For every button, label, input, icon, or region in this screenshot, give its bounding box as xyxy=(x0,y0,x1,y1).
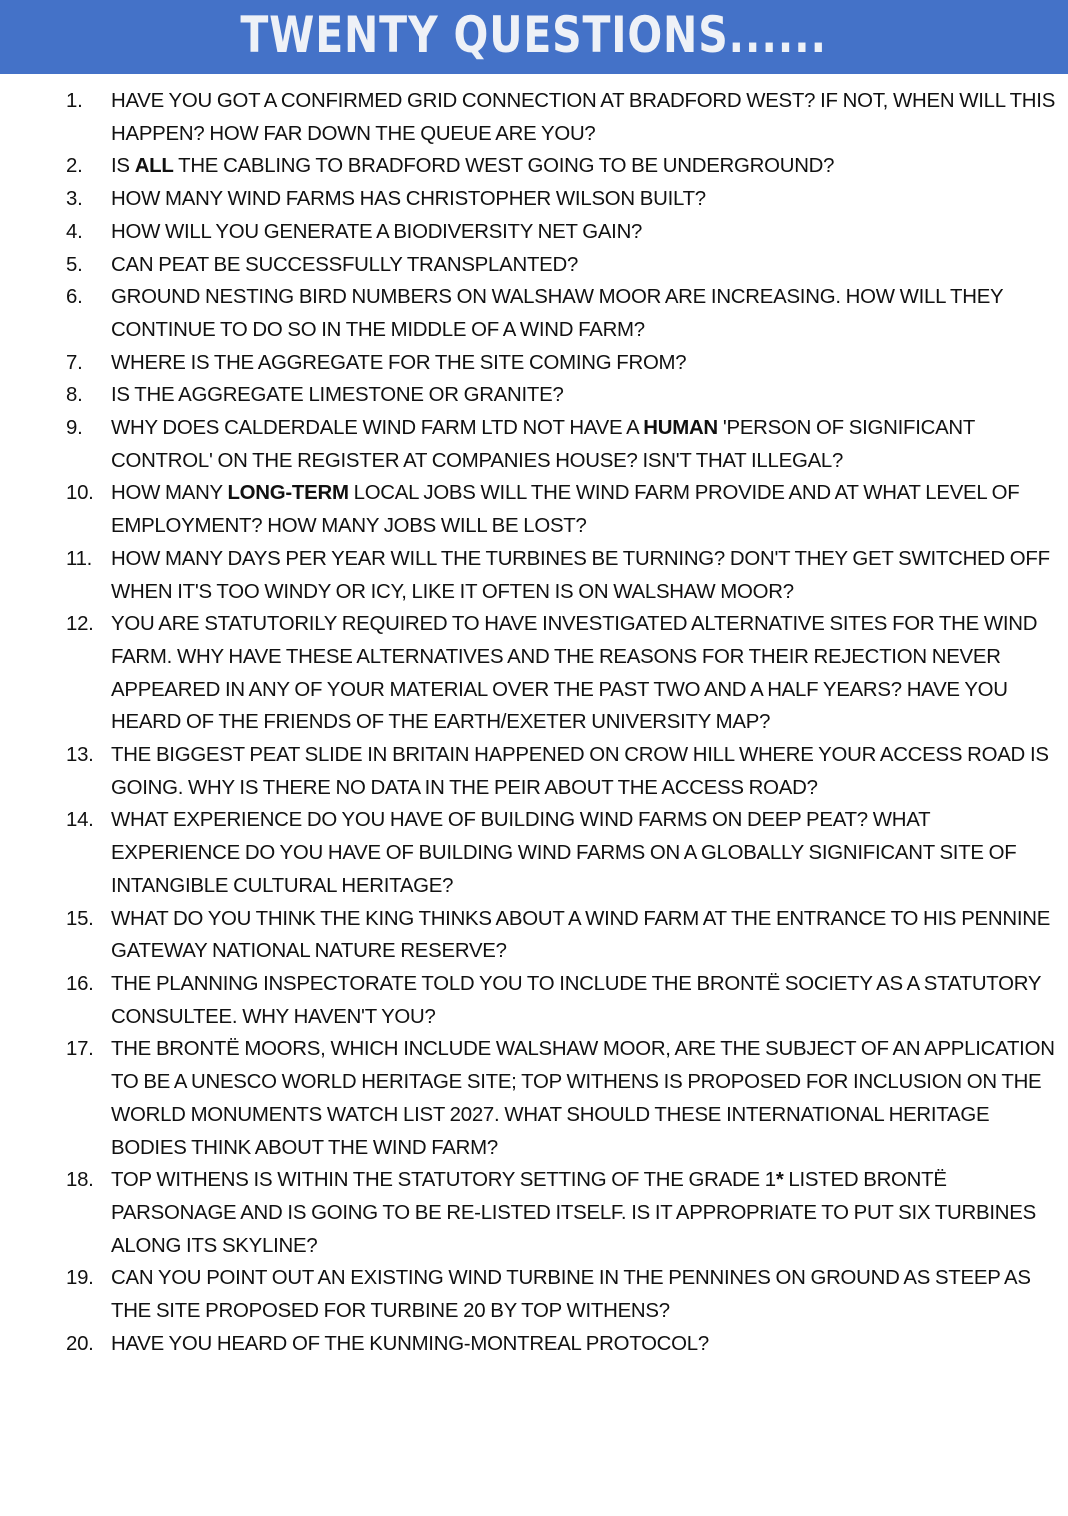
question-text-part: WHAT DO YOU THINK THE KING THINKS ABOUT A WIND FARM AT THE ENTRANCE TO HIS PENNINE GATEWAY NATIONAL NATURE RESERVE? xyxy=(111,907,1051,963)
question-number: 1. xyxy=(66,90,83,112)
question-item xyxy=(0,608,1068,739)
question-text-part: YOU ARE STATUTORILY REQUIRED TO HAVE INVESTIGATED ALTERNATIVE SITES FOR THE WIND FARM. WHY HAVE THESE ALTERNATIVES AND THE REASONS FOR THEIR REJECTION NEVER APPEARED IN ANY OF YOUR MATERIAL OVER THE PAST TWO AND A HALF YEARS? HAVE YOU HEARD OF THE FRIENDS OF THE EARTH/EXETER UNIVERSITY MAP? xyxy=(111,613,1038,734)
question-text xyxy=(111,286,1003,341)
question-item xyxy=(0,347,1068,380)
question-number: 8. xyxy=(66,384,83,407)
question-item xyxy=(0,477,1068,542)
question-item xyxy=(0,1164,1068,1262)
question-text-part: THE BRONTË MOORS, WHICH INCLUDE WALSHAW MOOR, ARE THE SUBJECT OF AN APPLICATION TO BE A UNESCO WORLD HERITAGE SITE; TOP WITHENS IS PROPOSED FOR INCLUSION ON THE WORLD MONUMENTS WATCH LIST 2027. WHAT SHOULD THESE INTERNATIONAL HERITAGE BODIES THINK ABOUT THE WIND FARM? xyxy=(111,1038,1055,1159)
question-number: 17. xyxy=(66,1038,94,1061)
question-number: 5. xyxy=(66,253,83,276)
question-text-part: WHY DOES CALDERDALE WIND FARM LTD NOT HAVE A xyxy=(111,417,644,440)
question-item xyxy=(0,412,1068,477)
question-number: 3. xyxy=(66,188,83,211)
question-number: 18. xyxy=(66,1169,94,1192)
question-text xyxy=(111,1333,709,1355)
question-text-part: CAN PEAT BE SUCCESSFULLY TRANSPLANTED? xyxy=(111,253,579,276)
question-item xyxy=(0,1262,1068,1327)
question-item xyxy=(0,739,1068,804)
question-item xyxy=(0,281,1068,346)
question-list xyxy=(0,85,1068,1360)
question-item xyxy=(0,183,1068,216)
title-banner xyxy=(0,0,1068,74)
question-text xyxy=(111,221,642,243)
question-number: 6. xyxy=(66,286,83,309)
emphasis-text: * xyxy=(775,1169,784,1192)
emphasis-text: ALL xyxy=(134,155,174,178)
question-number: 11. xyxy=(66,547,93,570)
question-item xyxy=(0,804,1068,902)
question-text-part: 'PERSON OF SIGNIFICANT CONTROL' ON THE REGISTER AT COMPANIES HOUSE? ISN'T THAT ILLEGAL? xyxy=(111,417,975,472)
question-item xyxy=(0,249,1068,282)
question-number: 10. xyxy=(66,482,94,505)
question-text-part: IS xyxy=(111,155,135,178)
question-text xyxy=(111,482,1019,537)
question-number: 2. xyxy=(66,155,83,178)
emphasis-text: LONG-TERM xyxy=(227,482,349,505)
question-text-part: THE PLANNING INSPECTORATE TOLD YOU TO INCLUDE THE BRONTË SOCIETY AS A STATUTORY CONSULTEE. WHY HAVEN'T YOU? xyxy=(111,972,1041,1028)
question-text-part: HOW MANY DAYS PER YEAR WILL THE TURBINES BE TURNING? DON'T THEY GET SWITCHED OFF WHEN IT'S TOO WINDY OR ICY, LIKE IT OFTEN IS ON WALSHAW MOOR? xyxy=(111,547,1050,603)
question-text xyxy=(111,90,1055,145)
question-number: 14. xyxy=(66,809,94,832)
question-text-part: LISTED BRONTË PARSONAGE AND IS GOING TO BE RE-LISTED ITSELF. IS IT APPROPRIATE TO PUT SIX TURBINES ALONG ITS SKYLINE? xyxy=(111,1169,1036,1257)
question-number: 15. xyxy=(66,907,94,930)
question-item xyxy=(0,903,1068,968)
question-text xyxy=(111,254,578,276)
question-text-part: HAVE YOU HEARD OF THE KUNMING-MONTREAL PROTOCOL? xyxy=(111,1332,709,1355)
question-text-part: HAVE YOU GOT A CONFIRMED GRID CONNECTION AT BRADFORD WEST? IF NOT, WHEN WILL THIS HAPPEN? HOW FAR DOWN THE QUEUE ARE YOU? xyxy=(111,90,1056,145)
question-text xyxy=(111,155,834,177)
question-text-part: TOP WITHENS IS WITHIN THE STATUTORY SETTING OF THE GRADE 1 xyxy=(111,1169,776,1192)
question-text-part: THE CABLING TO BRADFORD WEST GOING TO BE UNDERGROUND? xyxy=(173,155,835,178)
question-text-part: IS THE AGGREGATE LIMESTONE OR GRANITE? xyxy=(111,384,564,407)
question-item xyxy=(0,85,1068,150)
question-item xyxy=(0,968,1068,1033)
question-number: 4. xyxy=(66,220,83,243)
question-text xyxy=(111,744,1049,799)
question-text-part: HOW MANY xyxy=(111,482,228,505)
question-number: 9. xyxy=(66,417,83,440)
question-text xyxy=(111,548,1050,603)
question-text-part: HOW WILL YOU GENERATE A BIODIVERSITY NET GAIN? xyxy=(111,220,643,243)
question-number: 20. xyxy=(66,1332,94,1355)
question-item xyxy=(0,216,1068,249)
question-item xyxy=(0,1328,1068,1361)
question-text xyxy=(111,1038,1055,1158)
question-number: 19. xyxy=(66,1267,94,1290)
question-text xyxy=(111,188,706,210)
question-number: 7. xyxy=(66,351,83,374)
question-text xyxy=(111,809,1017,896)
question-text xyxy=(111,973,1041,1028)
question-item xyxy=(0,150,1068,183)
question-item xyxy=(0,379,1068,412)
question-text-part: WHAT EXPERIENCE DO YOU HAVE OF BUILDING WIND FARMS ON DEEP PEAT? WHAT EXPERIENCE DO YOU HAVE OF BUILDING WIND FARMS ON A GLOBALLY SIGNIFICANT SITE OF INTANGIBLE CULTURAL HERITAGE? xyxy=(111,809,1017,897)
question-text xyxy=(111,1169,1036,1256)
question-text-part: CAN YOU POINT OUT AN EXISTING WIND TURBINE IN THE PENNINES ON GROUND AS STEEP AS THE SITE PROPOSED FOR TURBINE 20 BY TOP WITHENS? xyxy=(111,1267,1031,1323)
question-text xyxy=(111,613,1037,733)
question-text xyxy=(111,352,686,374)
question-number: 13. xyxy=(66,744,94,767)
question-item xyxy=(0,1033,1068,1164)
question-text xyxy=(111,1267,1031,1322)
question-text xyxy=(111,908,1050,963)
page-title: TWENTY QUESTIONS...... xyxy=(240,6,828,64)
question-text-part: LOCAL JOBS WILL THE WIND FARM PROVIDE AND AT WHAT LEVEL OF EMPLOYMENT? HOW MANY JOBS WILL BE LOST? xyxy=(111,482,1020,538)
question-text-part: WHERE IS THE AGGREGATE FOR THE SITE COMING FROM? xyxy=(111,351,687,374)
question-text-part: GROUND NESTING BIRD NUMBERS ON WALSHAW MOOR ARE INCREASING. HOW WILL THEY CONTINUE TO DO SO IN THE MIDDLE OF A WIND FARM? xyxy=(111,286,1004,341)
question-item xyxy=(0,543,1068,608)
question-text-part: HOW MANY WIND FARMS HAS CHRISTOPHER WILSON BUILT? xyxy=(111,188,706,211)
question-number: 12. xyxy=(66,613,94,636)
question-number: 16. xyxy=(66,972,94,995)
question-text xyxy=(111,384,564,406)
question-text-part: THE BIGGEST PEAT SLIDE IN BRITAIN HAPPENED ON CROW HILL WHERE YOUR ACCESS ROAD IS GOING. WHY IS THERE NO DATA IN THE PEIR ABOUT THE ACCESS ROAD? xyxy=(111,744,1049,799)
emphasis-text: HUMAN xyxy=(643,417,718,440)
question-text xyxy=(111,417,975,472)
